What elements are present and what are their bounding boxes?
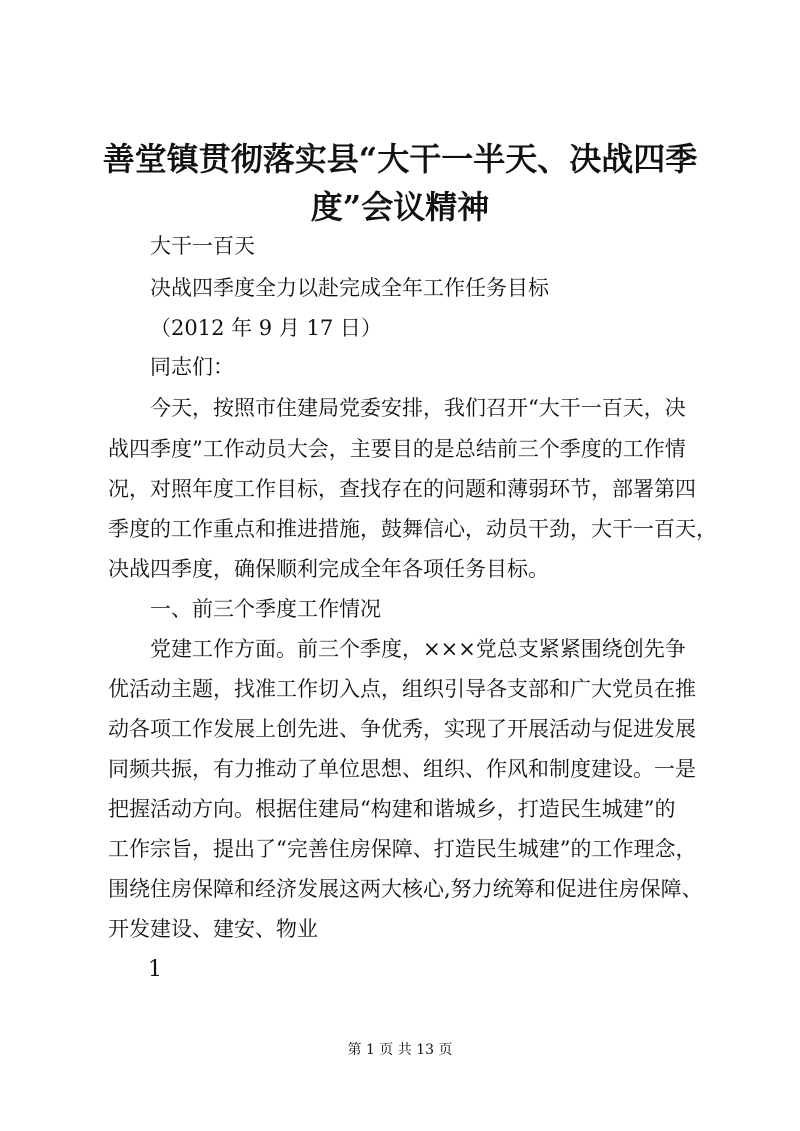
- paragraph-2-line: 把握活动方向。根据住建局“构建和谐城乡，打造民生城建”的: [108, 797, 676, 821]
- document-title-line-2: 度”会议精神: [310, 188, 490, 226]
- paragraph-2-line: 开发建设、建安、物业: [108, 917, 318, 941]
- paragraph-2-line: 动各项工作发展上创先进、争优秀，实现了开展活动与促进发展: [108, 717, 696, 741]
- paragraph-2-line: 党建工作方面。前三个季度，×××党总支紧紧围绕创先争: [150, 637, 686, 661]
- paragraph-1-line: 今天，按照市住建局党委安排，我们召开“大干一百天，决: [150, 396, 686, 420]
- paragraph-1-line: 季度的工作重点和推进措施，鼓舞信心，动员干劲，大干一百天，: [108, 517, 717, 541]
- page-footer: 第 1 页 共 13 页: [347, 1042, 453, 1058]
- subtitle-1: 大干一百天: [150, 234, 255, 258]
- paragraph-2-line: 优活动主题，找准工作切入点，组织引导各支部和广大党员在推: [108, 677, 696, 701]
- page-number: 1: [148, 957, 162, 982]
- paragraph-1-line: 况，对照年度工作目标，查找存在的问题和薄弱环节，部署第四: [108, 477, 696, 501]
- paragraph-2-line: 围绕住房保障和经济发展这两大核心,努力统筹和促进住房保障、: [108, 877, 703, 901]
- paragraph-1-line: 决战四季度，确保顺利完成全年各项任务目标。: [108, 557, 549, 581]
- document-title-line-1: 善堂镇贯彻落实县“大干一半天、决战四季: [102, 140, 698, 178]
- section-heading: 一、前三个季度工作情况: [150, 597, 381, 621]
- salutation: 同志们：: [150, 355, 234, 379]
- paragraph-1-line: 战四季度”工作动员大会，主要目的是总结前三个季度的工作情: [108, 437, 686, 461]
- paragraph-2-line: 工作宗旨，提出了“完善住房保障、打造民生城建”的工作理念，: [108, 837, 697, 861]
- subtitle-2: 决战四季度全力以赴完成全年工作任务目标: [150, 276, 549, 300]
- paragraph-2-line: 同频共振，有力推动了单位思想、组织、作风和制度建设。一是: [108, 757, 696, 781]
- date-line: （2012 年 9 月 17 日）: [150, 316, 382, 340]
